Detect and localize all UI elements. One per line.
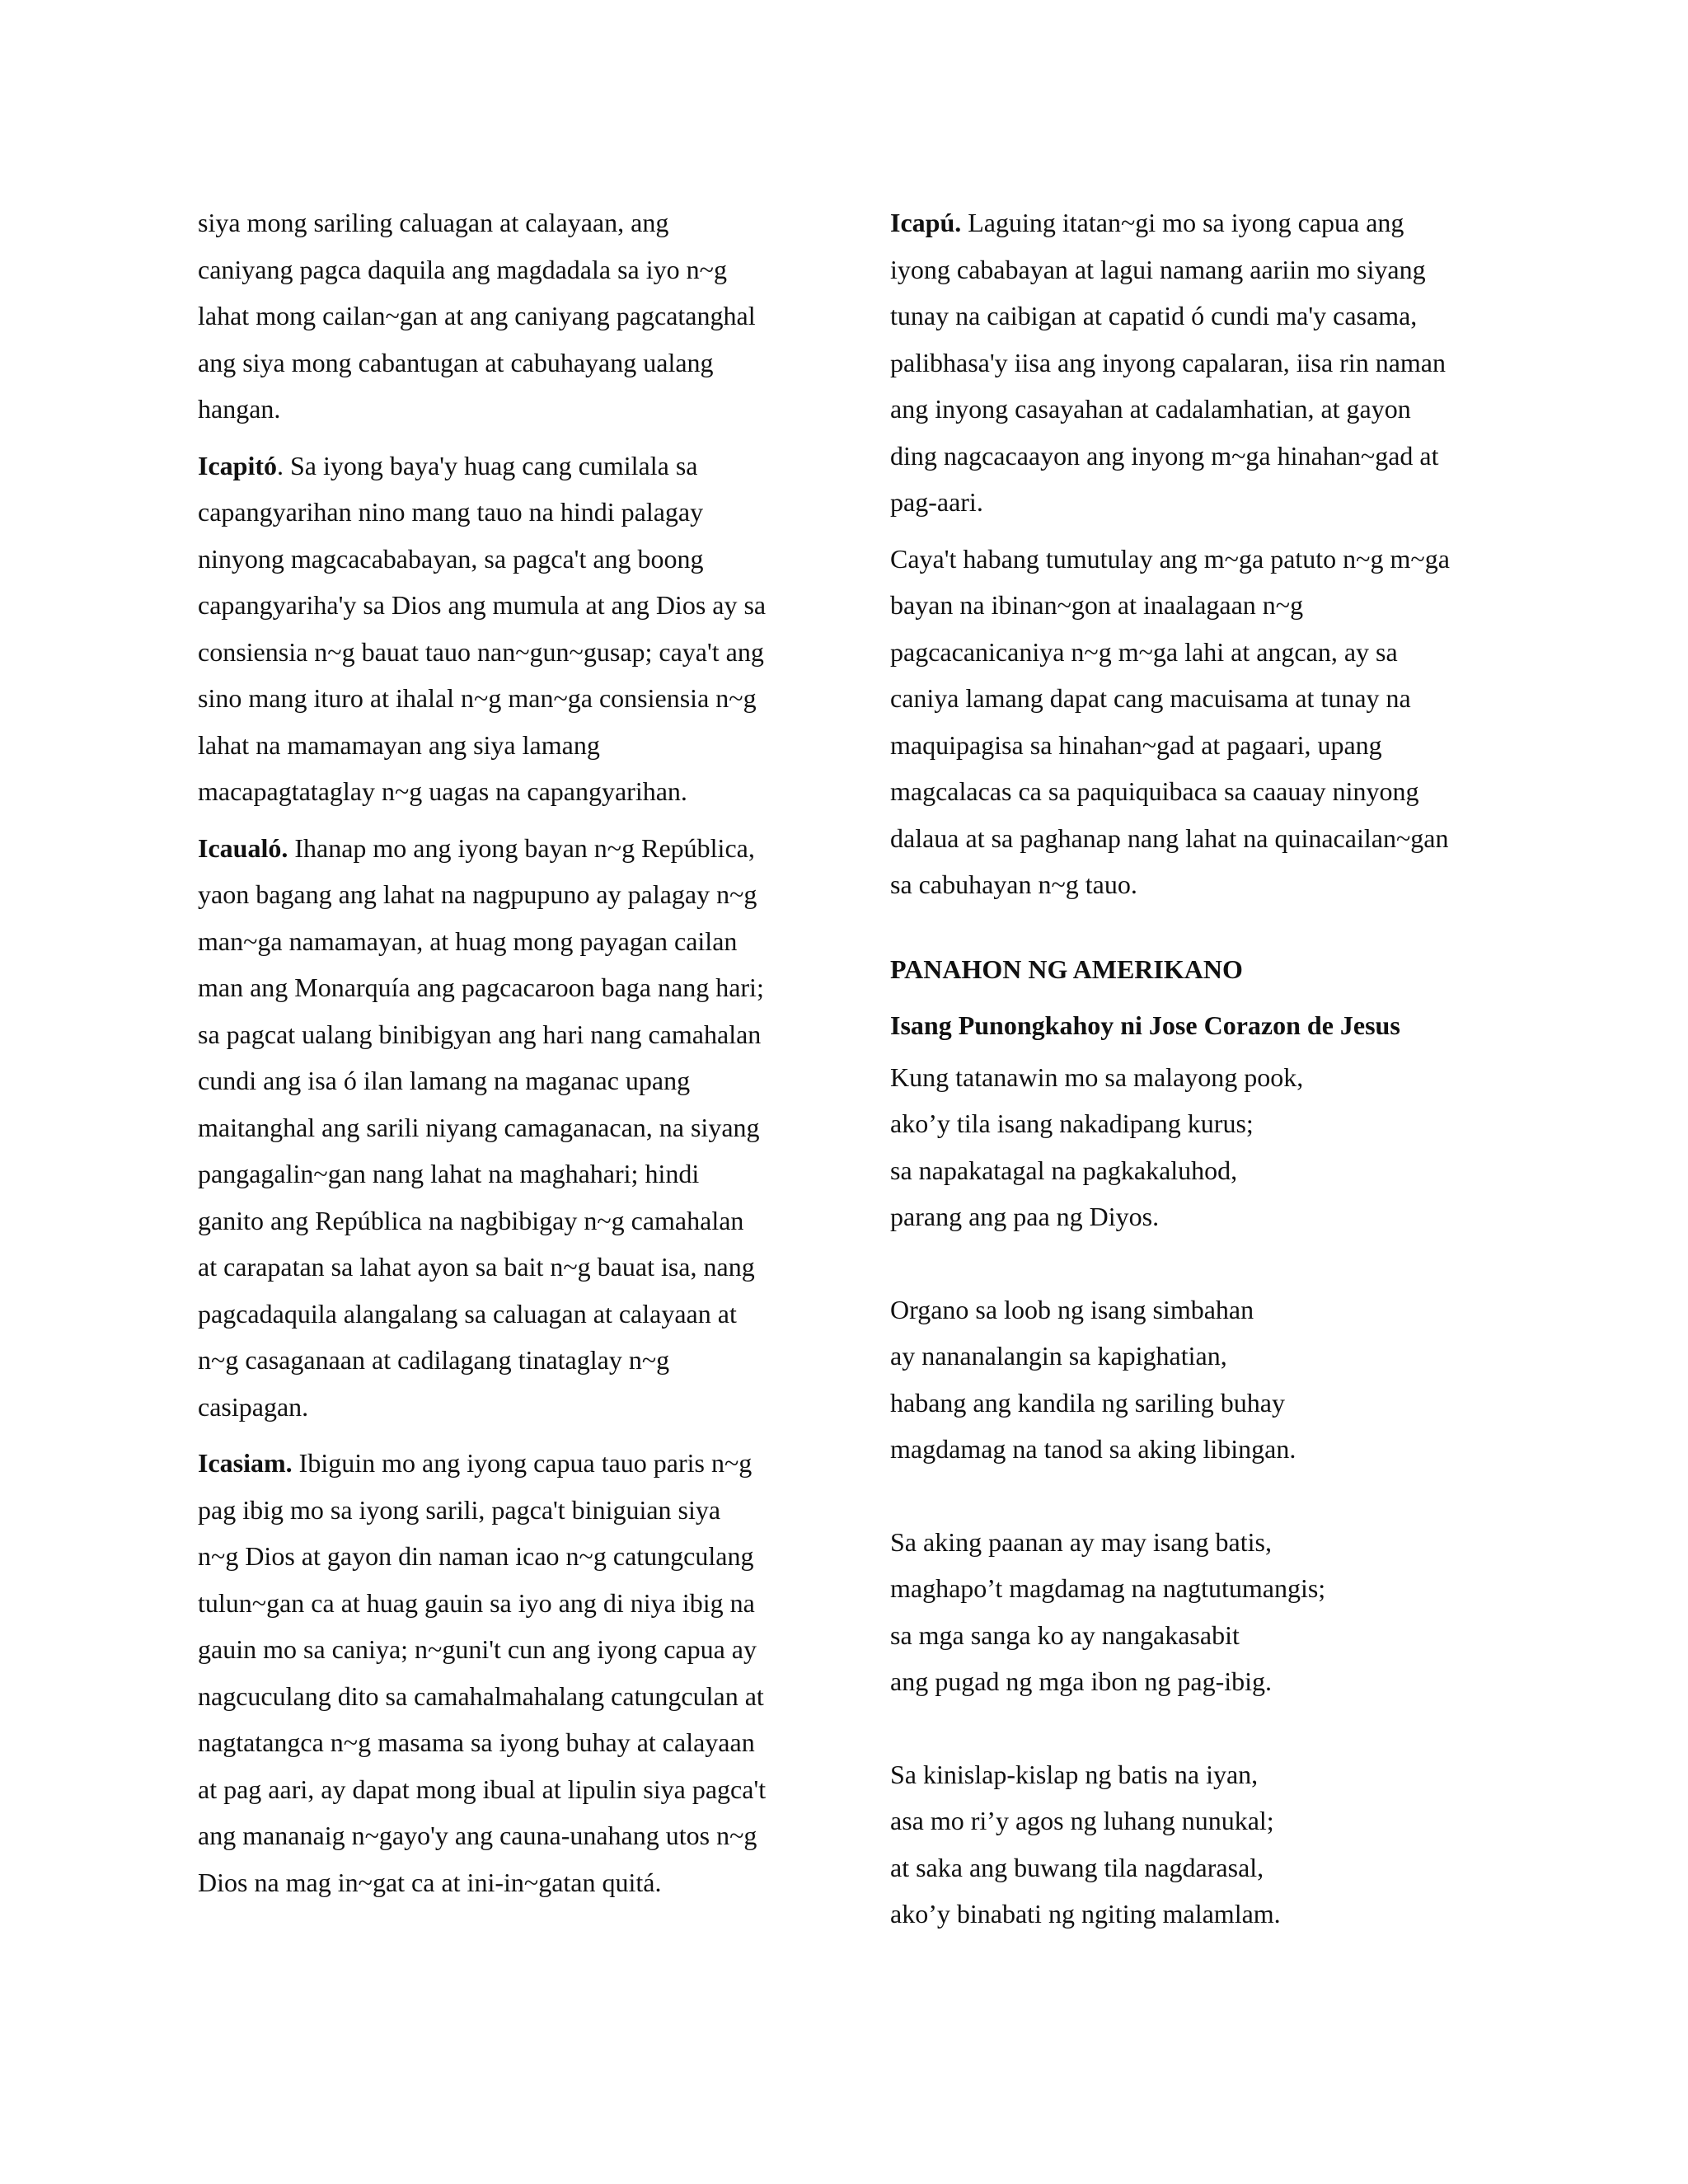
text-line: caniya lamang dapat cang macuisama at tunay na: [890, 683, 1411, 713]
text-line: tunay na caibigan at capatid ó cundi ma'y casama,: [890, 301, 1418, 330]
poem-line: ako’y binabati ng ngiting malamlam.: [890, 1899, 1281, 1929]
text-line: ang inyong casayahan at cadalamhatian, at gayon: [890, 394, 1411, 424]
text-line: ganito ang República na nagbibigay n~g camahalan: [198, 1205, 744, 1235]
paragraph-lead: Icapitó: [198, 450, 277, 480]
text-line: palibhasa'y iisa ang inyong capalaran, iisa rin naman: [890, 347, 1446, 377]
text-line: lahat na mamamayan ang siya lamang: [198, 729, 600, 760]
poem-line: Kung tatanawin mo sa malayong pook,: [890, 1062, 1304, 1092]
text-line: Dios na mag in~gat ca at ini-in~gatan quitá.: [198, 1867, 662, 1897]
text-line: ding nagcacaayon ang inyong m~ga hinahan~gad at: [890, 440, 1439, 471]
text-line: casipagan.: [198, 1391, 309, 1422]
text-line: sa pagcat ualang binibigyan ang hari nang camahalan: [198, 1019, 762, 1049]
poem-line: at saka ang buwang tila nagdarasal,: [890, 1852, 1264, 1882]
text-line: lahat mong cailan~gan at ang caniyang pagcatanghal: [198, 301, 756, 330]
paragraph-lead: Icaualó.: [198, 832, 288, 863]
text-run: . Sa iyong baya'y huag cang cumilala sa: [277, 450, 698, 480]
text-line: dalaua at sa paghanap nang lahat na quinacailan~gan: [890, 823, 1449, 853]
paragraph-icapu: [890, 199, 1517, 526]
text-line: gauin mo sa caniya; n~guni't cun ang iyong capua ay: [198, 1634, 757, 1664]
text-line: capangyarihan nino mang tauo na hindi palagay: [198, 497, 704, 527]
text-line: macapagtataglay n~g uagas na capangyarihan.: [198, 776, 687, 806]
text-line: [198, 443, 824, 490]
text-line: nagtatangca n~g masama sa iyong buhay at calayaan: [198, 1727, 755, 1757]
text-line: tulun~gan ca at huag gauin sa iyo ang di niya ibig na: [198, 1587, 755, 1618]
poem-line: sa mga sanga ko ay nangakasabit: [890, 1619, 1240, 1650]
text-line: pagcacanicaniya n~g m~ga lahi at angcan, ay sa: [890, 636, 1398, 667]
paragraph-conclusion: [890, 536, 1517, 908]
text-line: ang siya mong cabantugan at cabuhayang ualang: [198, 347, 714, 377]
paragraph-lead: Icapú.: [890, 208, 962, 237]
text-run: Ihanap mo ang iyong bayan n~g República,: [288, 832, 755, 863]
text-line: capangyariha'y sa Dios ang mumula at ang Dios ay sa: [198, 590, 767, 620]
left-column: [198, 199, 824, 1915]
poem-line: ako’y tila isang nakadipang kurus;: [890, 1108, 1254, 1138]
text-line: [198, 1440, 824, 1487]
text-line: hangan.: [198, 394, 281, 424]
paragraph-icapito: [198, 443, 824, 815]
poem-line: parang ang paa ng Diyos.: [890, 1202, 1160, 1231]
text-line: iyong cababayan at lagui namang aariin mo siyang: [890, 254, 1426, 284]
text-line: siya mong sariling caluagan at calayaan, ang: [198, 208, 669, 237]
poem-line: asa mo ri’y agos ng luhang nunukal;: [890, 1806, 1274, 1835]
text-line: ang mananaig n~gayo'y ang cauna-unahang utos n~g: [198, 1821, 757, 1850]
poem-line: Sa aking paanan ay may isang batis,: [890, 1526, 1272, 1557]
text-line: [198, 825, 824, 872]
text-line: Caya't habang tumutulay ang m~ga patuto n~g m~ga: [890, 543, 1450, 574]
text-run: Laguing itatan~gi mo sa iyong capua ang: [961, 208, 1404, 237]
paragraph-lead: Icasiam.: [198, 1448, 293, 1478]
text-line: pag-aari.: [890, 487, 983, 517]
text-line: pangagalin~gan nang lahat na maghahari; hindi: [198, 1159, 700, 1188]
poem-stanza-1: [890, 1054, 1517, 1240]
poem-line: magdamag na tanod sa aking libingan.: [890, 1434, 1296, 1464]
text-line: pag ibig mo sa iyong sarili, pagca't biniguian siya: [198, 1494, 721, 1525]
text-line: n~g casaganaan at cadilagang tinataglay n~g: [198, 1345, 670, 1375]
text-line: maitanghal ang sarili niyang camaganacan, na siyang: [198, 1112, 760, 1142]
paragraph-continuation: [198, 199, 824, 433]
poem-stanza-4: [890, 1751, 1517, 1938]
paragraph-icasiam: [198, 1440, 824, 1905]
paragraph-icaualo: [198, 825, 824, 1431]
text-line: bayan na ibinan~gon at inaalagaan n~g: [890, 590, 1304, 620]
poem-line: ay nananalangin sa kapighatian,: [890, 1341, 1227, 1371]
text-line: n~g Dios at gayon din naman icao n~g catungculang: [198, 1541, 754, 1571]
poem-title: Isang Punongkahoy ni Jose Corazon de Jesus: [890, 1010, 1400, 1040]
text-line: man~ga namamayan, at huag mong payagan cailan: [198, 926, 738, 956]
text-line: yaon bagang ang lahat na nagpupuno ay palagay n~g: [198, 879, 757, 909]
poem-stanza-2: [890, 1286, 1517, 1473]
text-line: sino mang ituro at ihalal n~g man~ga consiensia n~g: [198, 683, 757, 713]
poem-line: maghapo’t magdamag na nagtutumangis;: [890, 1573, 1326, 1603]
poem-line: sa napakatagal na pagkakaluhod,: [890, 1155, 1238, 1185]
text-line: magcalacas ca sa paquiquibaca sa caauay ninyong: [890, 776, 1419, 806]
text-line: man ang Monarquía ang pagcacaroon baga nang hari;: [198, 972, 764, 1002]
text-line: nagcuculang dito sa camahalmahalang catungculan at: [198, 1680, 764, 1711]
text-line: caniyang pagca daquila ang magdadala sa iyo n~g: [198, 254, 727, 284]
right-column: [890, 199, 1517, 1938]
text-line: cundi ang isa ó ilan lamang na maganac upang: [198, 1066, 691, 1095]
text-line: pagcadaquila alangalang sa caluagan at calayaan at: [198, 1298, 737, 1329]
text-line: at carapatan sa lahat ayon sa bait n~g bauat isa, nang: [198, 1252, 755, 1282]
poem-line: habang ang kandila ng sariling buhay: [890, 1387, 1285, 1418]
poem-stanza-3: [890, 1519, 1517, 1705]
text-run: Ibiguin mo ang iyong capua tauo paris n~g: [292, 1448, 753, 1478]
text-line: ninyong magcacababayan, sa pagca't ang boong: [198, 543, 704, 574]
text-line: consiensia n~g bauat tauo nan~gun~gusap; caya't ang: [198, 636, 764, 667]
text-line: at pag aari, ay dapat mong ibual at lipulin siya pagca't: [198, 1774, 767, 1804]
text-line: [890, 199, 1517, 246]
poem-line: Sa kinislap-kislap ng batis na iyan,: [890, 1759, 1259, 1789]
poem-line: ang pugad ng mga ibon ng pag-ibig.: [890, 1666, 1273, 1696]
text-line: maquipagisa sa hinahan~gad at pagaari, upang: [890, 729, 1382, 760]
text-line: sa cabuhayan n~g tauo.: [890, 869, 1137, 899]
poem-line: Organo sa loob ng isang simbahan: [890, 1294, 1254, 1324]
section-heading: PANAHON NG AMERIKANO: [890, 954, 1243, 984]
